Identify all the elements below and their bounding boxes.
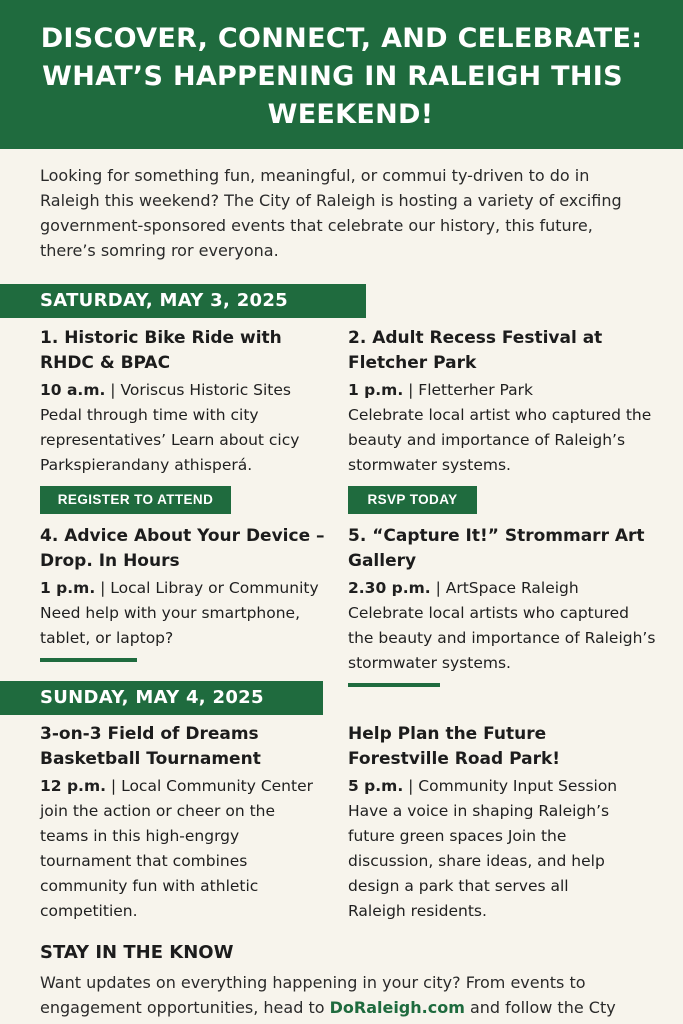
event-description: Need help with your smartphone, tablet, or laptop? — [40, 604, 301, 647]
event-device-advice — [40, 524, 340, 651]
event-description: Celebrate local artists who captured the beauty and importance of Raleigh’s stormwater systems. — [348, 604, 656, 672]
stay-paragraph — [40, 970, 660, 1020]
section-divider — [348, 683, 440, 687]
event-meta: 12 p.m. | Local Community Center — [40, 777, 313, 795]
event-forestville-park — [348, 722, 628, 924]
event-time: 5 p.m. — [348, 777, 404, 795]
event-title: 4. Advice About Your Device – Drop. In Hours — [40, 526, 325, 571]
event-capture-it — [348, 524, 658, 676]
event-basketball — [40, 722, 325, 924]
event-description: Have a voice in shaping Raleigh’s future green spaces Join the discussion, share ideas, and help design a park that serves all Raleigh residents. — [348, 802, 610, 920]
stay-text-after: and follow the Cty — [464, 998, 616, 1017]
stay-heading: STAY IN THE KNOW — [40, 942, 234, 963]
event-meta: 2.30 p.m. | ArtSpace Raleigh — [348, 579, 579, 597]
section-divider — [40, 658, 137, 662]
register-button[interactable]: REGISTER TO ATTEND — [40, 486, 231, 514]
event-description: Celebrate local artist who captured the beauty and importance of Raleigh’s stormwater systems. — [348, 406, 652, 474]
event-description: Pedal through time with city representatives’ Learn about cicy Parkspierandany athisperá. — [40, 406, 300, 474]
sunday-heading: SUNDAY, MAY 4, 2025 — [0, 681, 323, 715]
event-time: 2.30 p.m. — [348, 579, 431, 597]
saturday-heading: SATURDAY, MAY 3, 2025 — [0, 284, 366, 318]
event-title: 1. Historic Bike Ride with RHDC & BPAC — [40, 328, 282, 373]
header-line-3: WEEKEND! — [267, 99, 434, 130]
event-title: 5. “Capture It!” Strommarr Art Gallery — [348, 526, 645, 571]
header-line-1: DISCOVER, CONNECT, AND CELEBRATE: — [40, 23, 643, 54]
event-meta: 1 p.m. | Local Libray or Community — [40, 579, 319, 597]
intro-paragraph: Looking for something fun, meaningful, or commui ty-driven to do in Raleigh this weekend? The City of Raleigh is hosting a variety of excifing government-sponsored events that celebrate our history, this future, there’s somring ror everyona. — [40, 166, 622, 260]
rsvp-button[interactable]: RSVP TODAY — [348, 486, 477, 514]
event-location: Local Community Center — [121, 777, 313, 795]
event-time: 10 a.m. — [40, 381, 106, 399]
stay-text-before: Want updates on everything happening in your city? From events to engagement opportunities, head to — [40, 973, 586, 1017]
page-header — [0, 0, 683, 149]
event-adult-recess — [348, 326, 663, 478]
event-meta: 10 a.m. | Voriscus Historic Sites — [40, 381, 291, 399]
event-location: Community Input Session — [418, 777, 618, 795]
event-time: 12 p.m. — [40, 777, 106, 795]
event-location: Fletterher Park — [418, 381, 534, 399]
header-line-2: WHAT’S HAPPENING IN RALEIGH THIS — [42, 61, 623, 92]
event-location: Voriscus Historic Sites — [120, 381, 291, 399]
event-location: ArtSpace Raleigh — [445, 579, 579, 597]
event-time: 1 p.m. — [348, 381, 404, 399]
event-meta: 5 p.m. | Community Input Session — [348, 777, 618, 795]
event-title: 3-on-3 Field of Dreams Basketball Tournament — [40, 724, 261, 769]
doraleigh-link[interactable]: DoRaleigh.com — [329, 998, 465, 1017]
event-time: 1 p.m. — [40, 579, 96, 597]
event-title: 2. Adult Recess Festival at Fletcher Park — [348, 328, 603, 373]
event-description: join the action or cheer on the teams in this high-engrgy tournament that combines community fun with athletic competitien. — [40, 802, 276, 920]
event-title: Help Plan the Future Forestville Road Park! — [348, 724, 561, 769]
event-meta: 1 p.m. | Fletterher Park — [348, 381, 534, 399]
event-bike-ride — [40, 326, 340, 478]
event-location: Local Libray or Community — [110, 579, 319, 597]
